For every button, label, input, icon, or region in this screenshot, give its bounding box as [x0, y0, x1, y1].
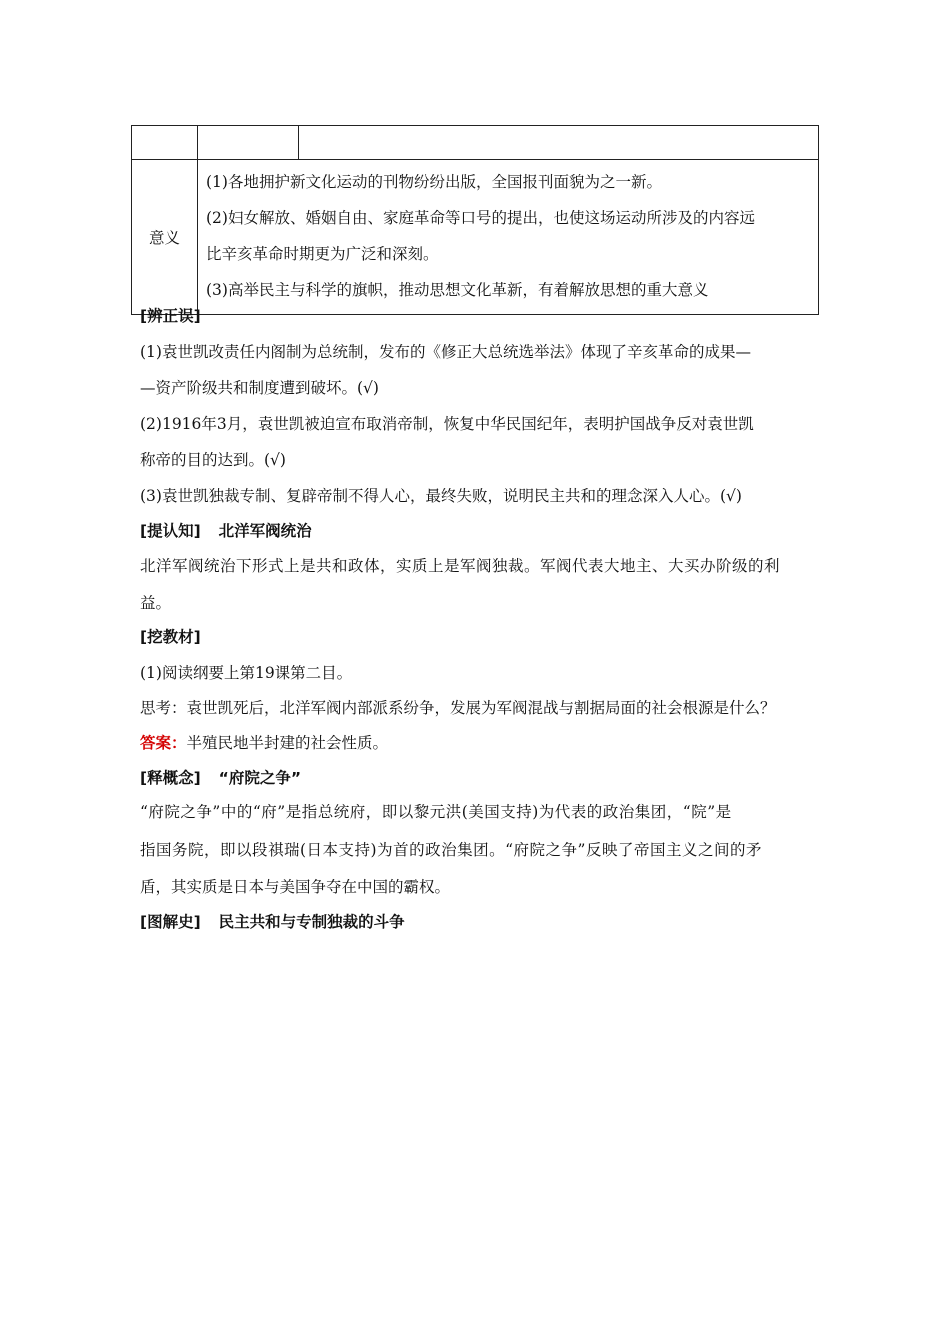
table-item: 比辛亥革命时期更为广泛和深刻。 [206, 245, 439, 263]
paragraph-line: (1)阅读纲要上第19课第二目。 [140, 664, 353, 682]
section-heading-bianzhengwu: [辨正误] [140, 307, 201, 325]
heading-tag: [提认知] [140, 522, 201, 540]
paragraph-line: 益。 [140, 594, 172, 612]
table-empty-cell [132, 126, 198, 160]
answer-line [140, 733, 388, 753]
heading-title: 民主共和与专制独裁的斗争 [218, 913, 405, 931]
heading-tag: [释概念] [140, 769, 201, 787]
heading-tag: [图解史] [140, 913, 201, 931]
heading-title: “府院之争” [218, 769, 302, 787]
paragraph-line: 指国务院，即以段祺瑞(日本支持)为首的政治集团。“府院之争”反映了帝国主义之间的矛 [140, 841, 762, 859]
section-heading-shigainian [140, 768, 301, 788]
heading-title: 北洋军阀统治 [218, 522, 312, 540]
paragraph-line: “府院之争”中的“府”是指总统府，即以黎元洪(美国支持)为代表的政治集团，“院”是 [140, 803, 732, 821]
paragraph-line: 北洋军阀统治下形式上是共和政体，实质上是军阀独裁。军阀代表大地主、大买办阶级的利 [140, 557, 781, 575]
table-content-cell [198, 160, 819, 315]
significance-table [131, 125, 819, 315]
paragraph-line: 称帝的目的达到。(√) [140, 451, 286, 469]
table-item: (2)妇女解放、婚姻自由、家庭革命等口号的提出，也使这场运动所涉及的内容远 [206, 209, 755, 227]
paragraph-line: (2)1916年3月，袁世凯被迫宣布取消帝制，恢复中华民国纪年，表明护国战争反对袁世凯 [140, 415, 754, 433]
table-row [132, 160, 819, 315]
table-label-cell: 意义 [132, 160, 198, 315]
section-heading-tirenzhi [140, 521, 312, 541]
paragraph-line: (1)袁世凯改责任内阁制为总统制，发布的《修正大总统选举法》体现了辛亥革命的成果— [140, 343, 751, 361]
answer-text: 半殖民地半封建的社会性质。 [186, 734, 389, 752]
table-top-row [132, 126, 819, 160]
table-empty-cell [299, 126, 819, 160]
paragraph-line: 盾，其实质是日本与美国争夺在中国的霸权。 [140, 878, 451, 896]
table-item: (3)高举民主与科学的旗帜，推动思想文化革新，有着解放思想的重大意义 [206, 281, 709, 299]
section-heading-tujieshi [140, 912, 405, 932]
paragraph-line: 思考：袁世凯死后，北洋军阀内部派系纷争，发展为军阀混战与割据局面的社会根源是什么？ [140, 699, 776, 717]
table-empty-cell [198, 126, 299, 160]
paragraph-line: —资产阶级共和制度遭到破坏。(√) [140, 379, 379, 397]
table-item: (1)各地拥护新文化运动的刊物纷纷出版，全国报刊面貌为之一新。 [206, 173, 662, 191]
section-heading-wajiaocai: [挖教材] [140, 628, 201, 646]
answer-label: 答案： [140, 734, 187, 752]
paragraph-line: (3)袁世凯独裁专制、复辟帝制不得人心，最终失败，说明民主共和的理念深入人心。(√) [140, 487, 742, 505]
